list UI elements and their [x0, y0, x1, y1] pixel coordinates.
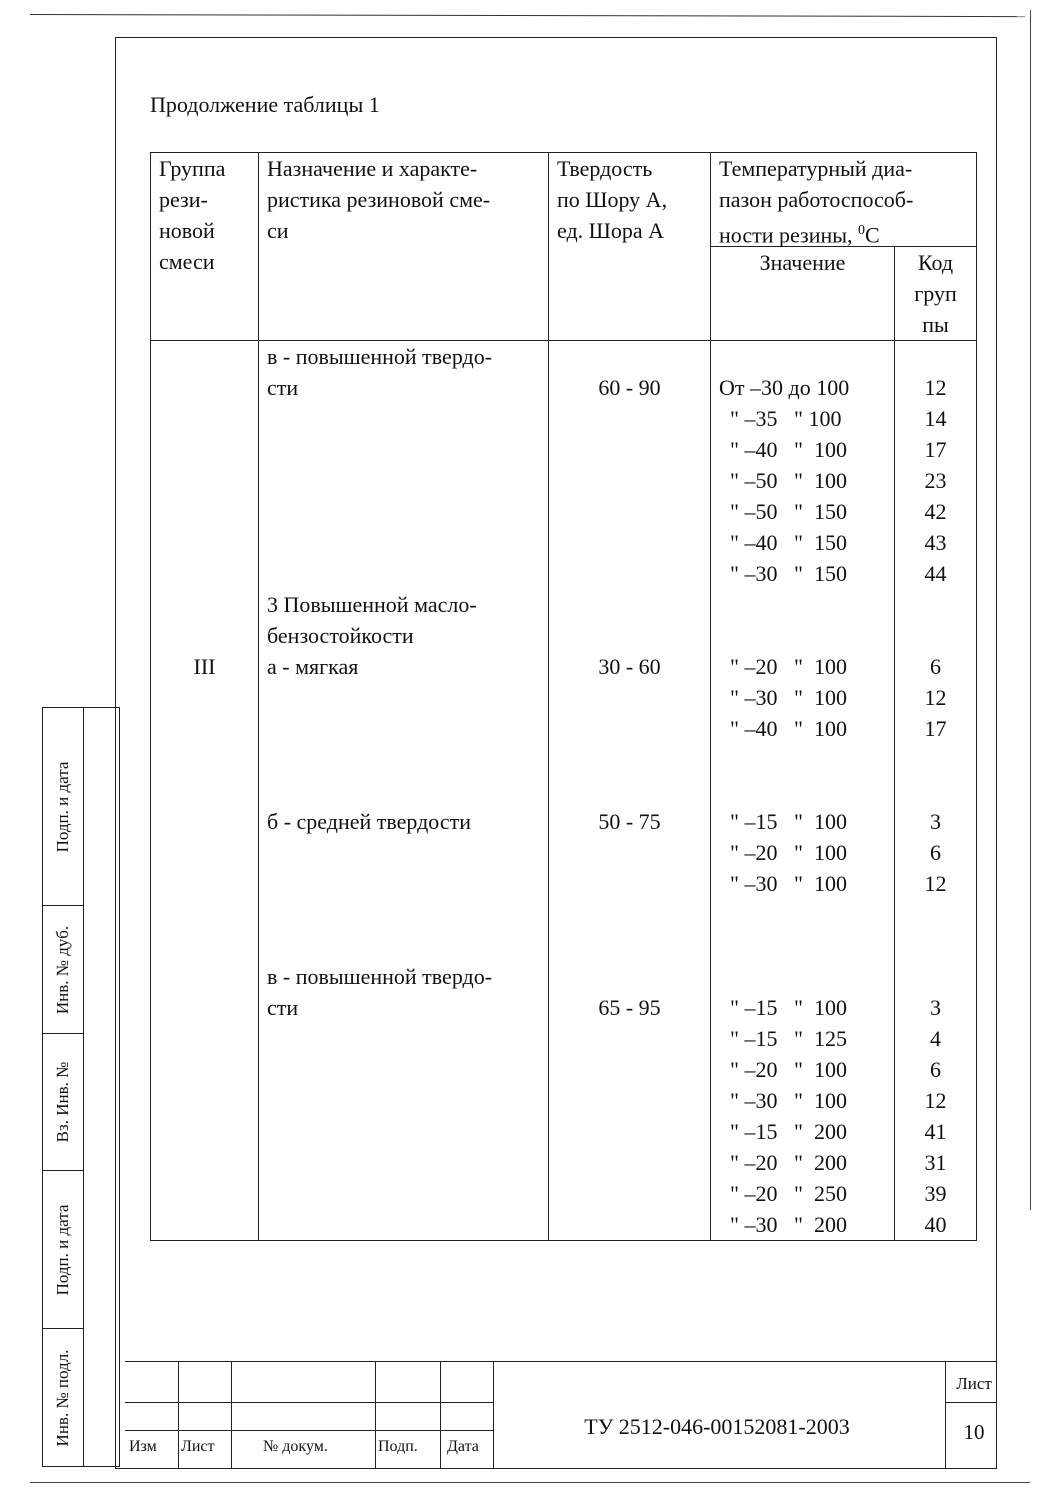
temperature-value-line [719, 899, 886, 930]
purpose-line [267, 1147, 540, 1178]
group-code-line [903, 961, 968, 992]
temperature-value-line: " –50 " 150 [719, 499, 847, 524]
group-code-line: 12 [924, 871, 947, 896]
rubber-mix-table [150, 152, 977, 1241]
purpose-line: в - повышенной твердо- [267, 964, 493, 989]
group-value: III [193, 654, 216, 679]
temperature-value-line: " –20 " 100 [719, 654, 847, 679]
header-hardness: Твердость по Шору А, ед. Шора А [549, 153, 711, 341]
purpose-line [267, 837, 540, 868]
stamp-instead-inv: Вз. Инв. № [43, 1034, 83, 1171]
group-code-line: 43 [924, 530, 947, 555]
purpose-line [267, 1085, 540, 1116]
header-value: Значение [711, 247, 895, 341]
stamp-duplicate-inv: Инв. № дуб. [43, 906, 83, 1034]
purpose-line [267, 558, 540, 589]
group-cell [151, 341, 259, 1241]
tb-sheet: Лист [181, 1438, 215, 1455]
purpose-line [267, 496, 540, 527]
temperature-value-line [719, 930, 886, 961]
temperature-value-line: " –40 " 100 [719, 437, 847, 462]
hardness-line [557, 930, 702, 961]
group-code-line: 4 [930, 1026, 941, 1051]
group-code-line: 6 [930, 654, 941, 679]
group-code-line [903, 341, 968, 372]
hardness-line [557, 558, 702, 589]
tb-sheet-number: 10 [963, 1420, 985, 1444]
group-code-line: 3 [930, 995, 941, 1020]
tb-document-no: № докум. [263, 1438, 328, 1455]
margin-stamp [42, 707, 120, 1467]
temperature-value-line: " –20 " 100 [719, 1057, 847, 1082]
temperature-value-line: " –40 " 150 [719, 530, 847, 555]
temperature-value-line: " –15 " 100 [719, 995, 847, 1020]
group-code-line [903, 620, 968, 651]
temperature-value-line: От –30 до 100 [719, 375, 850, 400]
purpose-line [267, 465, 540, 496]
temperature-value-line: " –15 " 100 [719, 809, 847, 834]
title-block [125, 1361, 997, 1469]
hardness-line [557, 868, 702, 899]
purpose-column [259, 341, 549, 1241]
temperature-value-line [719, 961, 886, 992]
hardness-line [557, 527, 702, 558]
temperature-value-line: " –15 " 200 [719, 1119, 847, 1144]
stamp-signature-date-2: Подп. и дата [43, 1171, 83, 1329]
tb-sheet-label: Лист [956, 1374, 992, 1393]
group-code-line: 14 [924, 406, 947, 431]
body-row [151, 341, 977, 1241]
hardness-line [557, 620, 702, 651]
purpose-line [267, 403, 540, 434]
purpose-line: сти [267, 995, 299, 1020]
stamp-original-inv: Инв. № подл. [53, 1349, 72, 1446]
hardness-line [557, 837, 702, 868]
tb-date: Дата [447, 1438, 479, 1455]
hardness-line [557, 1054, 702, 1085]
group-code-line: 39 [924, 1181, 947, 1206]
hardness-line [557, 434, 702, 465]
group-code-line: 23 [924, 468, 947, 493]
page-edge-bottom [30, 1482, 1030, 1483]
temperature-value-line: " –30 " 200 [719, 1212, 847, 1237]
hardness-line [557, 682, 702, 713]
purpose-line [267, 744, 540, 775]
temperature-value-line: " –30 " 100 [719, 1088, 847, 1113]
hardness-line [557, 1023, 702, 1054]
purpose-line: а - мягкая [267, 654, 359, 679]
temperature-value-line: " –30 " 150 [719, 561, 847, 586]
group-code-line: 40 [924, 1212, 947, 1237]
group-code-line: 12 [924, 1088, 947, 1113]
temperature-value-line: " –50 " 100 [719, 468, 847, 493]
temperature-value-line: " –40 " 100 [719, 716, 847, 741]
purpose-line [267, 434, 540, 465]
hardness-line [557, 1178, 702, 1209]
header-purpose: Назначение и характе- ристика резиновой сме- си [259, 153, 549, 341]
hardness-line [557, 341, 702, 372]
temperature-value-line: " –20 " 100 [719, 840, 847, 865]
hardness-column [549, 341, 711, 1241]
header-temperature: Температурный диа- пазон работоспособ- ности резины, $^0$С [711, 153, 977, 247]
purpose-line [267, 1178, 540, 1209]
tb-designation: ТУ 2512-046-00152081-2003 [584, 1414, 850, 1439]
purpose-line [267, 1023, 540, 1054]
hardness-line: 30 - 60 [598, 654, 661, 679]
purpose-line [267, 775, 540, 806]
hardness-line [557, 713, 702, 744]
temperature-value-line [719, 775, 886, 806]
group-code-line: 12 [924, 685, 947, 710]
tb-signature: Подп. [378, 1438, 418, 1455]
purpose-line: бензостойкости [267, 623, 414, 648]
hardness-line [557, 775, 702, 806]
purpose-line: б - средней твердости [267, 809, 472, 834]
group-code-line: 17 [924, 716, 947, 741]
group-code-line: 3 [930, 809, 941, 834]
purpose-line: сти [267, 375, 299, 400]
temperature-value-line: " –20 " 250 [719, 1181, 847, 1206]
group-code-line: 44 [924, 561, 947, 586]
purpose-line: в - повышенной твердо- [267, 344, 493, 369]
hardness-line [557, 961, 702, 992]
group-code-line: 41 [924, 1119, 947, 1144]
temperature-value-line: " –30 " 100 [719, 871, 847, 896]
tb-change: Изм [129, 1438, 157, 1455]
group-code-column [895, 341, 977, 1241]
stamp-signature-date-1: Подп. и дата [43, 708, 83, 906]
group-code-line [903, 899, 968, 930]
temperature-value-line [719, 341, 886, 372]
group-code-line [903, 589, 968, 620]
group-code-line: 12 [924, 375, 947, 400]
purpose-line [267, 930, 540, 961]
group-code-line [903, 744, 968, 775]
hardness-line [557, 589, 702, 620]
hardness-line [557, 403, 702, 434]
purpose-line: 3 Повышенной масло- [267, 592, 477, 617]
header-row-1 [151, 153, 977, 247]
temperature-value-line: " –35 " 100 [719, 406, 842, 431]
temperature-value-line [719, 744, 886, 775]
group-code-line: 6 [930, 1057, 941, 1082]
group-code-line: 6 [930, 840, 941, 865]
hardness-line [557, 1147, 702, 1178]
group-code-line: 31 [924, 1150, 947, 1175]
hardness-line [557, 1085, 702, 1116]
group-code-line [903, 930, 968, 961]
temperature-value-line [719, 589, 886, 620]
purpose-line [267, 1116, 540, 1147]
purpose-line [267, 713, 540, 744]
page-edge-right [1030, 10, 1031, 1210]
purpose-line [267, 682, 540, 713]
purpose-line [267, 527, 540, 558]
hardness-line [557, 496, 702, 527]
temperature-value-line: " –30 " 100 [719, 685, 847, 710]
hardness-line: 60 - 90 [598, 375, 661, 400]
purpose-line [267, 899, 540, 930]
group-code-line: 42 [924, 499, 947, 524]
group-code-line: 17 [924, 437, 947, 462]
temperature-value-line: " –15 " 125 [719, 1026, 847, 1051]
temperature-value-line: " –20 " 200 [719, 1150, 847, 1175]
page-edge-top [30, 14, 1025, 17]
hardness-line: 65 - 95 [598, 995, 661, 1020]
group-code-line [903, 775, 968, 806]
hardness-line [557, 465, 702, 496]
temperature-value-line [719, 620, 886, 651]
header-code: Код груп пы [895, 247, 977, 341]
header-group: Группа рези- новой смеси [151, 153, 259, 341]
hardness-line [557, 1116, 702, 1147]
hardness-line [557, 744, 702, 775]
purpose-line [267, 1054, 540, 1085]
temperature-value-column [711, 341, 895, 1241]
purpose-line [267, 868, 540, 899]
hardness-line: 50 - 75 [598, 809, 661, 834]
table-caption: Продолжение таблицы 1 [150, 92, 380, 117]
hardness-line [557, 899, 702, 930]
